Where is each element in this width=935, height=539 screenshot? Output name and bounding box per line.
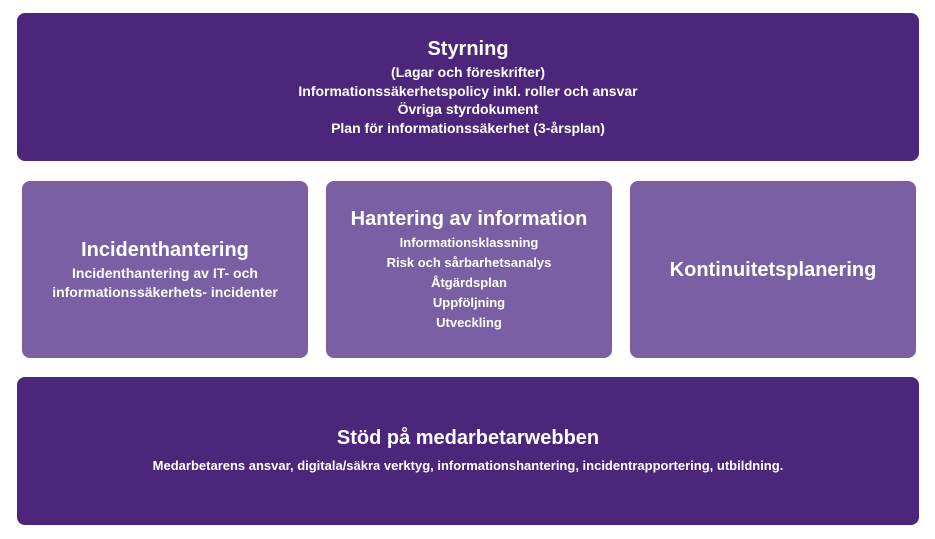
styrning-line: Plan för informationssäkerhet (3-årsplan) (331, 119, 605, 136)
hantering-line: Risk och sårbarhetsanalys (386, 254, 552, 270)
kontinuitetsplanering-title: Kontinuitetsplanering (669, 258, 877, 281)
styrning-box (17, 13, 919, 161)
hantering-av-information-title: Hantering av information (350, 207, 588, 230)
incidenthantering-title: Incidenthantering (81, 239, 249, 261)
incidenthantering-lines (42, 264, 288, 301)
stod-title: Stöd på medarbetarwebben (336, 427, 600, 449)
incidenthantering-box (22, 181, 308, 358)
styrning-line: Informationssäkerhetspolicy inkl. roller och ansvar (298, 82, 638, 99)
kontinuitetsplanering-box (630, 181, 916, 358)
hantering-line: Informationsklassning (399, 234, 539, 250)
styrning-title: Styrning (427, 38, 509, 60)
incidenthantering-line: Incidenthantering av IT- och (72, 265, 258, 281)
styrning-line: Övriga styrdokument (397, 101, 539, 117)
stod-box (17, 377, 919, 525)
hantering-line: Åtgärdsplan (431, 274, 507, 290)
stod-line: Medarbetarens ansvar, digitala/säkra verktyg, informationshantering, incidentrapportering, utbildning. (152, 458, 784, 473)
incidenthantering-line: informationssäkerhets- incidenter (52, 283, 278, 300)
hantering-line: Uppföljning (432, 294, 506, 310)
hantering-av-information-box (326, 181, 612, 358)
styrning-line: (Lagar och föreskrifter) (390, 64, 546, 80)
hantering-line: Utveckling (436, 314, 502, 330)
